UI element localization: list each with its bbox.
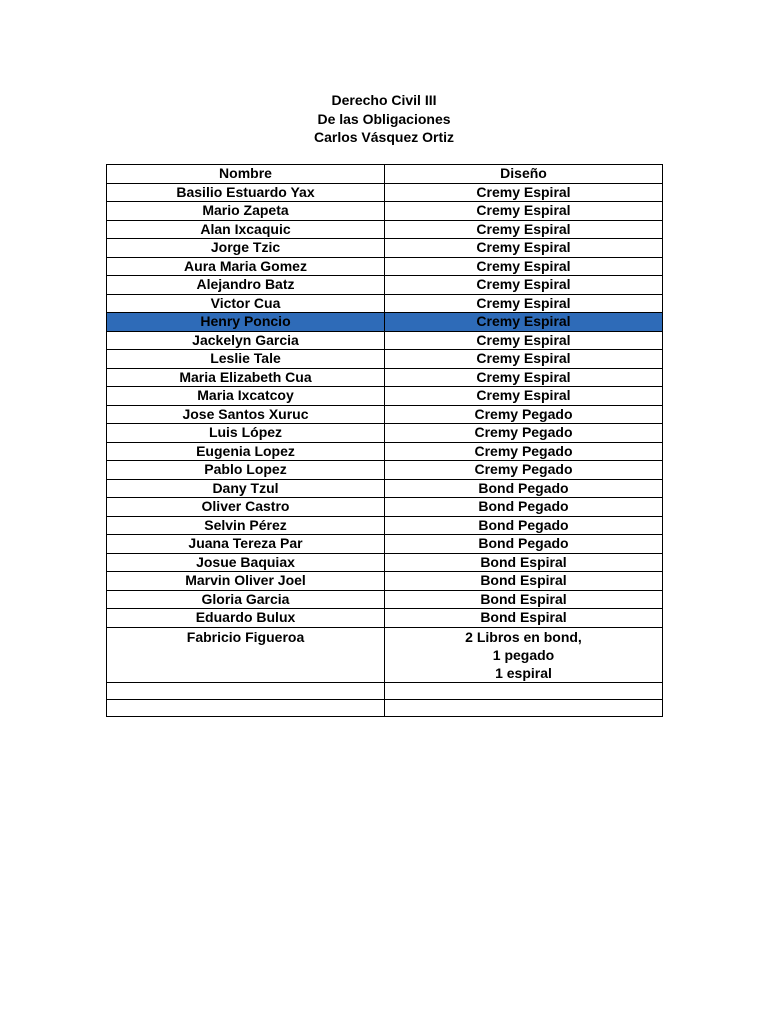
- cell-nombre[interactable]: Alejandro Batz: [107, 276, 385, 295]
- table-row[interactable]: [107, 516, 663, 535]
- student-table: [106, 164, 663, 717]
- table-row[interactable]: [107, 368, 663, 387]
- cell-nombre[interactable]: Jorge Tzic: [107, 239, 385, 258]
- table-row[interactable]: [107, 479, 663, 498]
- title-instructor: Carlos Vásquez Ortiz: [313, 129, 455, 145]
- cell-nombre[interactable]: Juana Tereza Par: [107, 535, 385, 554]
- cell-diseno[interactable]: Cremy Espiral: [385, 202, 663, 221]
- table-row[interactable]: [107, 350, 663, 369]
- column-header-diseno[interactable]: Diseño: [385, 165, 663, 184]
- cell-diseno[interactable]: Cremy Espiral: [385, 313, 663, 332]
- cell-diseno[interactable]: Cremy Espiral: [385, 220, 663, 239]
- cell-diseno[interactable]: Cremy Espiral: [385, 368, 663, 387]
- table-row[interactable]: [107, 442, 663, 461]
- cell-nombre[interactable]: Henry Poncio: [107, 313, 385, 332]
- cell-nombre[interactable]: Dany Tzul: [107, 479, 385, 498]
- cell-nombre[interactable]: Josue Baquiax: [107, 553, 385, 572]
- table-row[interactable]: [107, 609, 663, 628]
- table-row[interactable]: [107, 627, 663, 682]
- cell-diseno[interactable]: Bond Pegado: [385, 535, 663, 554]
- cell-diseno[interactable]: Bond Espiral: [385, 553, 663, 572]
- cell-nombre[interactable]: Mario Zapeta: [107, 202, 385, 221]
- table-row[interactable]: [107, 331, 663, 350]
- cell-nombre[interactable]: Eugenia Lopez: [107, 442, 385, 461]
- cell-diseno[interactable]: Bond Espiral: [385, 609, 663, 628]
- cell-diseno[interactable]: Cremy Espiral: [385, 257, 663, 276]
- table-row[interactable]: [107, 257, 663, 276]
- cell-diseno[interactable]: Bond Pegado: [385, 498, 663, 517]
- cell-diseno[interactable]: Bond Espiral: [385, 572, 663, 591]
- cell-nombre[interactable]: Basilio Estuardo Yax: [107, 183, 385, 202]
- cell-nombre[interactable]: Jose Santos Xuruc: [107, 405, 385, 424]
- cell-diseno[interactable]: Cremy Pegado: [385, 424, 663, 443]
- table-row[interactable]: [107, 590, 663, 609]
- title-subject: De las Obligaciones: [317, 110, 451, 127]
- table-row-selected[interactable]: [107, 313, 663, 332]
- cell-diseno[interactable]: Cremy Espiral: [385, 183, 663, 202]
- table-row[interactable]: [107, 294, 663, 313]
- cell-nombre[interactable]: Maria Ixcatcoy: [107, 387, 385, 406]
- table-row[interactable]: [107, 387, 663, 406]
- cell-diseno[interactable]: [385, 627, 663, 682]
- cell-nombre[interactable]: Luis López: [107, 424, 385, 443]
- cell-nombre-text: Fabricio Figueroa: [186, 628, 305, 645]
- cell-diseno[interactable]: Cremy Espiral: [385, 294, 663, 313]
- table-row[interactable]: [107, 424, 663, 443]
- cell-diseno-line: 1 espiral: [495, 664, 552, 681]
- document-title: [0, 91, 768, 147]
- empty-row[interactable]: [107, 699, 663, 716]
- table-row[interactable]: [107, 202, 663, 221]
- table-row[interactable]: [107, 572, 663, 591]
- table-row[interactable]: [107, 535, 663, 554]
- cell-diseno[interactable]: Bond Pegado: [385, 479, 663, 498]
- cell-diseno[interactable]: Cremy Espiral: [385, 239, 663, 258]
- cell-nombre[interactable]: Oliver Castro: [107, 498, 385, 517]
- table-row[interactable]: [107, 276, 663, 295]
- cell-nombre[interactable]: Pablo Lopez: [107, 461, 385, 480]
- cell-nombre[interactable]: Gloria Garcia: [107, 590, 385, 609]
- table-row[interactable]: [107, 183, 663, 202]
- cell-empty[interactable]: [385, 699, 663, 716]
- table-row[interactable]: [107, 498, 663, 517]
- cell-nombre[interactable]: Leslie Tale: [107, 350, 385, 369]
- table-row[interactable]: [107, 239, 663, 258]
- cell-diseno[interactable]: Cremy Espiral: [385, 331, 663, 350]
- cell-diseno[interactable]: Cremy Espiral: [385, 350, 663, 369]
- table-header-row: [107, 165, 663, 184]
- column-header-nombre[interactable]: Nombre: [107, 165, 385, 184]
- cell-nombre[interactable]: Jackelyn Garcia: [107, 331, 385, 350]
- cell-nombre[interactable]: Selvin Pérez: [107, 516, 385, 535]
- table-row[interactable]: [107, 553, 663, 572]
- cell-diseno[interactable]: Bond Espiral: [385, 590, 663, 609]
- empty-row[interactable]: [107, 682, 663, 699]
- cell-nombre[interactable]: Marvin Oliver Joel: [107, 572, 385, 591]
- cell-nombre[interactable]: Alan Ixcaquic: [107, 220, 385, 239]
- cell-diseno-line: 1 pegado: [492, 646, 555, 663]
- cell-nombre[interactable]: Maria Elizabeth Cua: [107, 368, 385, 387]
- table-row[interactable]: [107, 220, 663, 239]
- cell-diseno[interactable]: Cremy Pegado: [385, 442, 663, 461]
- cell-nombre[interactable]: [107, 627, 385, 682]
- cell-empty[interactable]: [107, 699, 385, 716]
- cell-diseno[interactable]: Cremy Pegado: [385, 405, 663, 424]
- cell-diseno[interactable]: Cremy Espiral: [385, 387, 663, 406]
- cell-nombre[interactable]: Victor Cua: [107, 294, 385, 313]
- cell-diseno[interactable]: Cremy Pegado: [385, 461, 663, 480]
- table-row[interactable]: [107, 461, 663, 480]
- cell-empty[interactable]: [107, 682, 385, 699]
- cell-nombre[interactable]: Eduardo Bulux: [107, 609, 385, 628]
- cell-diseno-line: 2 Libros en bond,: [465, 628, 582, 645]
- table-row[interactable]: [107, 405, 663, 424]
- cell-diseno[interactable]: Bond Pegado: [385, 516, 663, 535]
- cell-empty[interactable]: [385, 682, 663, 699]
- cell-diseno[interactable]: Cremy Espiral: [385, 276, 663, 295]
- title-course: Derecho Civil III: [331, 92, 437, 108]
- cell-nombre[interactable]: Aura Maria Gomez: [107, 257, 385, 276]
